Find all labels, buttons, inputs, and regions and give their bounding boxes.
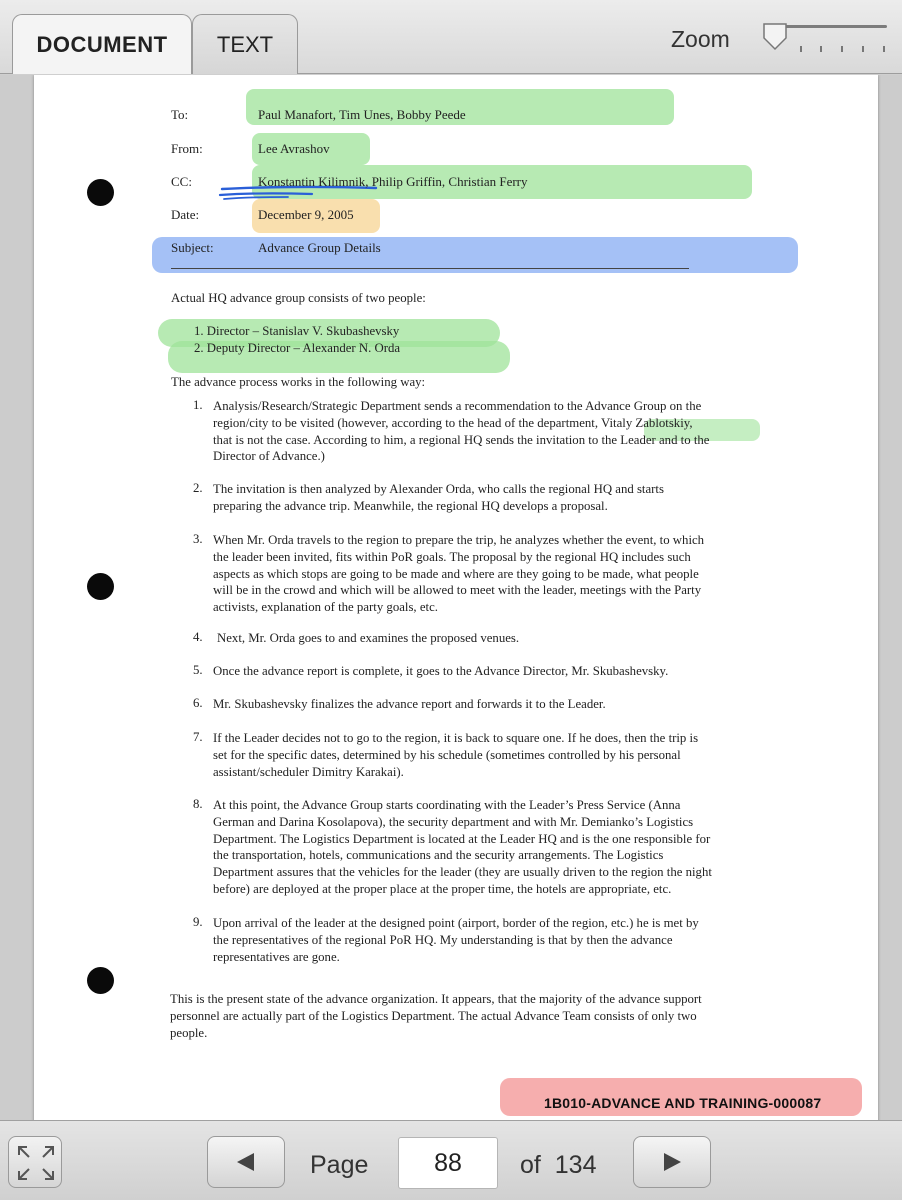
tab-text[interactable]: TEXT	[192, 14, 298, 74]
date-label: Date:	[171, 207, 200, 222]
step-text-line: will be in the crowd and which will be allowed to meet with the leader, meetings with the Party	[213, 583, 702, 598]
bottom-pager-bar	[0, 1120, 902, 1200]
punch-hole-mark	[87, 179, 114, 206]
step-text-line: The invitation is then analyzed by Alexander Orda, who calls the regional HQ and starts	[213, 482, 664, 496]
total-pages-value: 134	[554, 1151, 597, 1179]
cc-label: CC:	[171, 174, 192, 189]
total-pages-label	[520, 1151, 596, 1180]
punch-hole-mark	[87, 967, 114, 994]
step-text-line: Analysis/Research/Strategic Department sends a recommendation to the Advance Group on the	[213, 399, 702, 413]
top-toolbar	[0, 0, 902, 74]
from-label: From:	[171, 141, 203, 156]
step-text-line: preparing the advance trip. Meanwhile, the regional HQ develops a proposal.	[213, 498, 608, 513]
cc-value: Konstantin Kilimnik, Philip Griffin, Christian Ferry	[258, 174, 528, 189]
zoom-label: Zoom	[671, 26, 730, 52]
step-text-line: region/city to be visited (however, according to the head of the department, Vitaly Zablotskiy,	[213, 415, 693, 430]
previous-page-button[interactable]	[207, 1136, 285, 1188]
punch-hole-mark	[87, 573, 114, 600]
subject-rule	[171, 268, 689, 269]
to-value: Paul Manafort, Tim Unes, Bobby Peede	[258, 107, 466, 122]
fullscreen-button[interactable]	[8, 1136, 62, 1188]
document-page	[34, 75, 878, 1120]
subject-label: Subject:	[171, 240, 214, 255]
subject-value: Advance Group Details	[258, 240, 381, 255]
step-text-line: Mr. Skubashevsky finalizes the advance report and forwards it to the Leader.	[213, 697, 606, 711]
step-text-line: before) are deployed at the proper place at the proper time, the hotels are appropriate, etc.	[213, 882, 672, 896]
step-text-line: Director of Advance.)	[213, 449, 325, 464]
page-label: Page	[310, 1151, 369, 1179]
date-value: December 9, 2005	[258, 207, 354, 222]
step-text-line: representatives are gone.	[213, 949, 340, 964]
step-text-line: Once the advance report is complete, it goes to the Advance Director, Mr. Skubashevsky.	[213, 664, 669, 678]
step-text-line: German and Darina Kosolapova), the security department and with Mr. Demianko’s Logistics	[213, 814, 694, 829]
step-text-line: Next, Mr. Orda goes to and examines the proposed venues.	[217, 631, 520, 645]
step-number: 6.	[193, 696, 203, 710]
step-text-line: At this point, the Advance Group starts coordinating with the Leader’s Press Service (Anna	[213, 798, 681, 812]
step-text-line: the transportation, hotels, communications and the security arrangements. The Logistics	[213, 848, 664, 863]
step-text-line: When Mr. Orda travels to the region to prepare the trip, he analyzes whether the event, to which	[213, 533, 705, 547]
intro-text: Actual HQ advance group consists of two people:	[171, 291, 426, 305]
zoom-tick	[800, 46, 802, 52]
step-text-line: Department assures that the vehicles for the leader (they are usually driven to the region the night	[213, 865, 712, 880]
step-number: 9.	[193, 915, 203, 929]
of-label: of	[520, 1151, 541, 1179]
step-text-line: that is not the case. According to him, a regional HQ sends the invitation to the Leader and to the	[213, 432, 710, 447]
step-text-line: assistant/scheduler Dimitry Karakai).	[213, 764, 404, 779]
closing-line: personnel are actually part of the Logistics Department. The actual Advance Team consists of only two	[170, 1009, 697, 1023]
step-number: 1.	[193, 398, 203, 412]
step-text-line: Department. The Logistics Department is located at the Leader HQ and is the one responsible for	[213, 831, 711, 846]
fullscreen-icon	[9, 1137, 63, 1189]
step-number: 2.	[193, 481, 203, 495]
step-number: 7.	[193, 730, 203, 744]
step-text-line: set for the specific dates, determined by his schedule (sometimes controlled by his personal	[213, 747, 681, 762]
bates-stamp: 1B010-ADVANCE AND TRAINING-000087	[544, 1095, 822, 1111]
step-number: 5.	[193, 663, 203, 677]
arrow-right-icon	[660, 1150, 684, 1174]
arrow-left-icon	[234, 1150, 258, 1174]
step-number: 4.	[193, 630, 203, 644]
step-text-line: Upon arrival of the leader at the designed point (airport, border of the region, etc.) he is met by	[213, 916, 699, 930]
step-text-line: the representatives of the regional PoR HQ. My understanding is that by then the advance	[213, 932, 673, 947]
page-number-input[interactable]: 88	[398, 1137, 498, 1189]
step-number: 8.	[193, 797, 203, 811]
process-intro-text: The advance process works in the following way:	[171, 375, 426, 389]
step-text-line: the leader been invited, fits within PoR goals. The proposal by the regional HQ includes such	[213, 549, 691, 564]
zoom-tick	[841, 46, 843, 52]
next-page-button[interactable]	[633, 1136, 711, 1188]
document-viewer[interactable]	[0, 75, 902, 1120]
zoom-tick	[883, 46, 885, 52]
step-text-line: If the Leader decides not to go to the region, it is back to square one. If he does, then the trip is	[213, 731, 699, 745]
closing-line: people.	[170, 1026, 208, 1040]
to-label: To:	[171, 107, 189, 122]
group-item-1: 1. Director – Stanislav V. Skubashevsky	[194, 324, 400, 338]
tab-document[interactable]: DOCUMENT	[12, 14, 192, 74]
zoom-slider-thumb[interactable]	[762, 22, 788, 52]
group-item-2: 2. Deputy Director – Alexander N. Orda	[194, 341, 401, 355]
zoom-tick	[862, 46, 864, 52]
step-number: 3.	[193, 532, 203, 546]
closing-line: This is the present state of the advance organization. It appears, that the majority of the advance support	[170, 992, 702, 1006]
from-value: Lee Avrashov	[258, 141, 330, 156]
step-text-line: aspects as which stops are going to be made and where are they going to be made, what people	[213, 566, 699, 581]
step-text-line: activists, explanation of the party goals, etc.	[213, 600, 438, 615]
zoom-tick	[820, 46, 822, 52]
